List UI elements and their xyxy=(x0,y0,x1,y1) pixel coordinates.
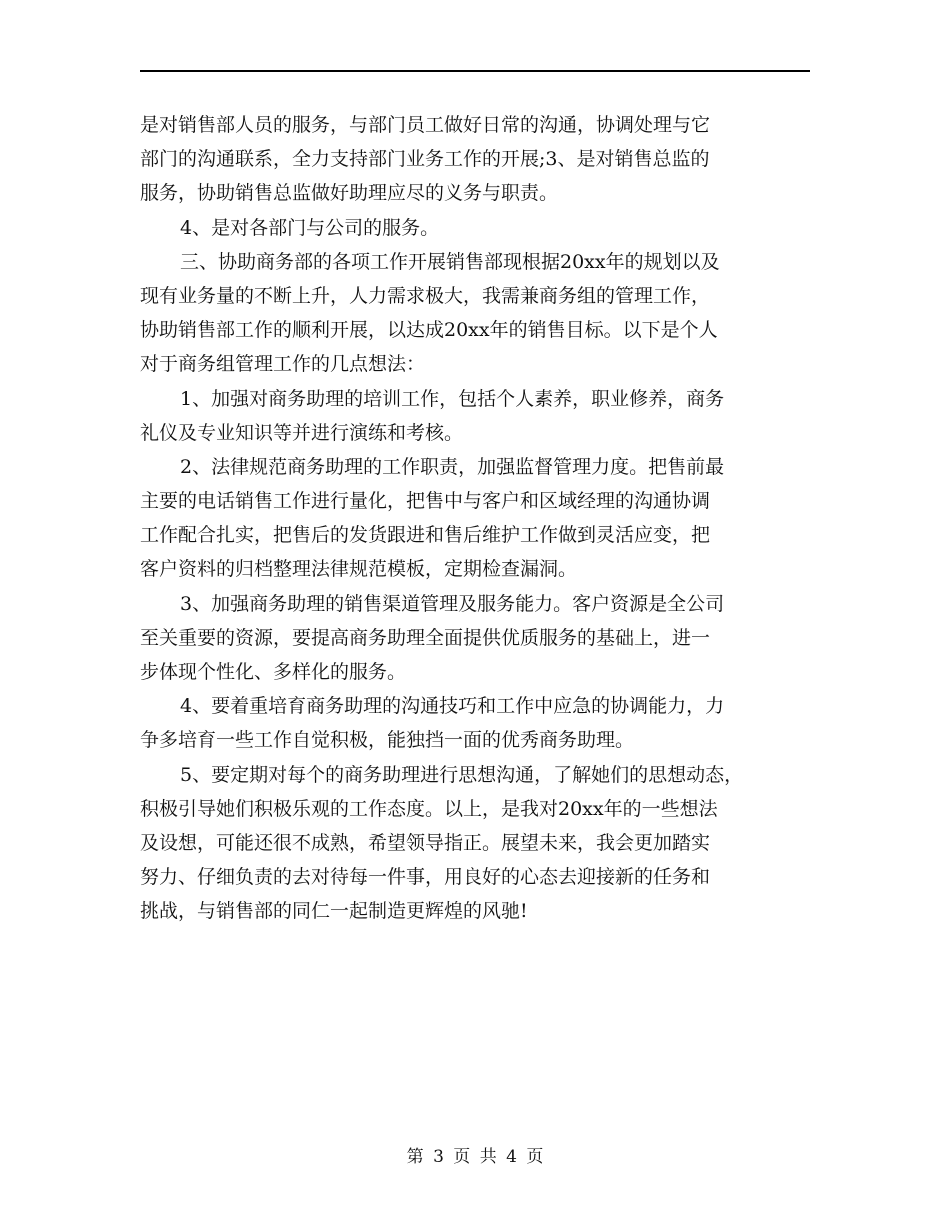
text-line: 协助销售部工作的顺利开展，以达成20xx年的销售目标。以下是个人 xyxy=(140,319,718,342)
text-line: 对于商务组管理工作的几点想法： xyxy=(140,353,426,376)
text-line: 4、是对各部门与公司的服务。 xyxy=(180,216,440,239)
text-line: 主要的电话销售工作进行量化，把售中与客户和区域经理的沟通协调 xyxy=(140,490,711,513)
text-line: 努力、仔细负责的去对待每一件事，用良好的心态去迎接新的任务和 xyxy=(140,866,711,889)
text-line: 服务，协助销售总监做好助理应尽的义务与职责。 xyxy=(140,182,559,205)
text-line: 客户资料的归档整理法律规范模板，定期检查漏洞。 xyxy=(140,558,578,581)
text-line: 及设想，可能还很不成熟，希望领导指正。展望未来，我会更加踏实 xyxy=(140,831,711,854)
text-line: 2、法律规范商务助理的工作职责，加强监督管理力度。把售前最 xyxy=(180,455,725,478)
text-line: 工作配合扎实，把售后的发货跟进和售后维护工作做到灵活应变，把 xyxy=(140,524,711,547)
document-body xyxy=(140,108,815,929)
text-line: 三、协助商务部的各项工作开展销售部现根据20xx年的规划以及 xyxy=(180,250,720,273)
text-line: 步体现个性化、多样化的服务。 xyxy=(140,661,407,683)
text-line: 5、要定期对每个的商务助理进行思想沟通，了解她们的思想动态， xyxy=(180,763,744,786)
text-line: 1、加强对商务助理的培训工作，包括个人素养，职业修养，商务 xyxy=(180,387,725,410)
text-line: 积极引导她们积极乐观的工作态度。以上，是我对20xx年的一些想法 xyxy=(140,797,718,820)
text-line: 现有业务量的不断上升，人力需求极大，我需兼商务组的管理工作， xyxy=(140,284,711,307)
text-line: 至关重要的资源，要提高商务助理全面提供优质服务的基础上，进一 xyxy=(140,626,711,649)
text-line: 礼仪及专业知识等并进行演练和考核。 xyxy=(140,421,464,444)
text-line: 3、加强商务助理的销售渠道管理及服务能力。客户资源是全公司 xyxy=(180,592,725,615)
text-line: 争多培育一些工作自觉积极，能独挡一面的优秀商务助理。 xyxy=(140,729,635,752)
text-line: 是对销售部人员的服务，与部门员工做好日常的沟通，协调处理与它 xyxy=(140,114,711,136)
text-line: 挑战，与销售部的同仁一起制造更辉煌的风驰! xyxy=(140,900,528,923)
page-footer: 第 3 页 共 4 页 xyxy=(406,1147,544,1167)
text-line: 4、要着重培育商务助理的沟通技巧和工作中应急的协调能力，力 xyxy=(180,695,725,718)
text-line: 部门的沟通联系，全力支持部门业务工作的开展;3、是对销售总监的 xyxy=(140,148,710,171)
header-rule xyxy=(140,70,810,72)
